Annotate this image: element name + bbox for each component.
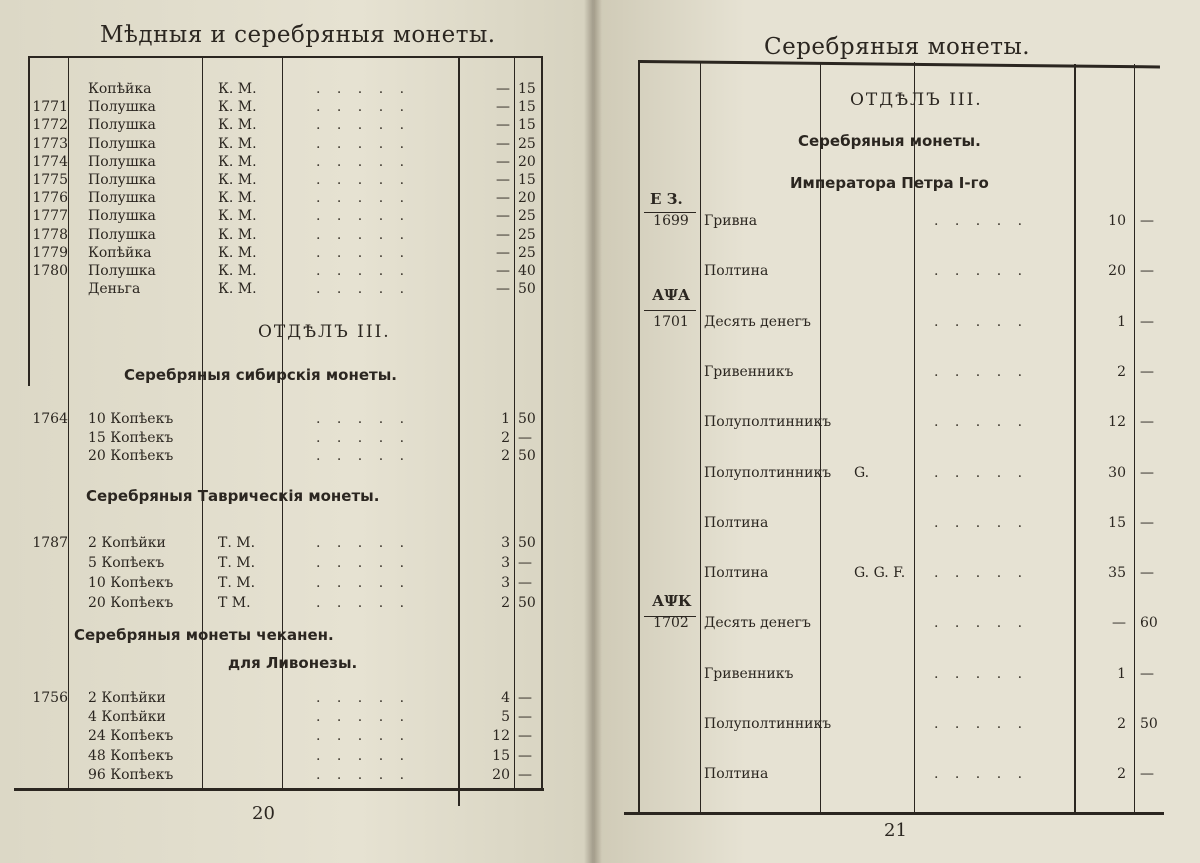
leader-dots: . . . . . bbox=[316, 555, 411, 571]
table-row bbox=[0, 80, 560, 98]
left-table-top-rule bbox=[30, 56, 542, 58]
cell-name: 5 Копѣекъ bbox=[88, 555, 165, 571]
cell-kop: — bbox=[1140, 213, 1154, 229]
cell-kop: 25 bbox=[518, 226, 536, 243]
right-price-divider bbox=[1074, 64, 1076, 812]
leader-dots: . . . . . bbox=[934, 716, 1029, 732]
cell-year: 1764 bbox=[32, 411, 68, 427]
leader-dots: . . . . . bbox=[934, 414, 1029, 431]
cell-mark: G. bbox=[854, 464, 870, 481]
cell-rub: — bbox=[496, 244, 510, 261]
cell-name: Копѣйка bbox=[88, 81, 152, 97]
cell-rub: 3 bbox=[501, 535, 510, 551]
leader-dots: . . . . . bbox=[934, 514, 1029, 531]
right-heading-silver-coins: Серебряныя монеты. bbox=[798, 132, 981, 150]
siberian-heading: Серебряныя сибирскія монеты. bbox=[124, 366, 397, 384]
cell-name: Полушка bbox=[88, 117, 156, 134]
leader-dots: . . . . . bbox=[934, 766, 1029, 783]
table-row bbox=[0, 153, 560, 171]
cell-rub: 2 bbox=[501, 595, 510, 611]
cell-name: 15 Копѣекъ bbox=[88, 429, 174, 446]
table-row bbox=[0, 280, 560, 298]
cell-name: Полуполтинникъ bbox=[704, 716, 832, 732]
cell-mark: К. М. bbox=[218, 244, 257, 261]
cell-kop: 50 bbox=[518, 411, 536, 427]
table-row bbox=[0, 244, 560, 262]
cell-rub: 2 bbox=[1117, 766, 1126, 783]
table-row bbox=[0, 447, 560, 465]
cell-rub: 35 bbox=[1108, 565, 1126, 582]
cell-name: 20 Копѣекъ bbox=[88, 595, 174, 611]
left-section-title: ОТДѢЛЪ III. bbox=[258, 322, 391, 342]
cell-rub: — bbox=[496, 172, 510, 188]
leader-dots: . . . . . bbox=[316, 575, 411, 591]
cell-kop: — bbox=[518, 690, 532, 706]
leader-dots: . . . . . bbox=[316, 81, 411, 97]
cell-rub: 20 bbox=[492, 766, 510, 783]
cell-rub: — bbox=[496, 81, 510, 97]
cell-mark: К. М. bbox=[218, 153, 257, 170]
cell-rub: — bbox=[496, 99, 510, 116]
table-row bbox=[0, 135, 560, 153]
cell-kop: 15 bbox=[518, 117, 536, 134]
leader-dots: . . . . . bbox=[316, 690, 411, 706]
cell-name: Полтина bbox=[704, 263, 769, 280]
livonia-heading-line-2: для Ливонезы. bbox=[228, 654, 358, 672]
table-row bbox=[594, 564, 1194, 582]
table-row bbox=[0, 189, 560, 207]
cell-name: Полушка bbox=[88, 135, 156, 152]
leader-dots: . . . . . bbox=[934, 565, 1029, 582]
leader-dots: . . . . . bbox=[316, 281, 411, 298]
leader-dots: . . . . . bbox=[316, 208, 411, 225]
cell-name: 48 Копѣекъ bbox=[88, 747, 174, 764]
cell-year: 1701 bbox=[653, 313, 689, 330]
leader-dots: . . . . . bbox=[934, 313, 1029, 330]
cell-kop: — bbox=[518, 709, 532, 726]
leader-dots: . . . . . bbox=[934, 464, 1029, 481]
cell-name: Полушка bbox=[88, 263, 156, 279]
table-row bbox=[594, 262, 1194, 280]
table-row bbox=[0, 689, 560, 707]
cell-name: Полушка bbox=[88, 172, 156, 188]
cell-year: 1779 bbox=[32, 244, 68, 261]
left-table-bottom-rule bbox=[14, 788, 544, 791]
table-row bbox=[0, 207, 560, 225]
livonia-heading-line-1: Серебряныя монеты чеканен. bbox=[74, 626, 334, 644]
cell-mark: Т. М. bbox=[218, 535, 256, 551]
leader-dots: . . . . . bbox=[316, 244, 411, 261]
cell-rub: 12 bbox=[492, 728, 510, 745]
cell-kop: 40 bbox=[518, 263, 536, 279]
cell-year: 1771 bbox=[32, 99, 68, 116]
table-row bbox=[0, 708, 560, 726]
leader-dots: . . . . . bbox=[316, 135, 411, 152]
table-row bbox=[0, 747, 560, 765]
cell-mark: К. М. bbox=[218, 263, 257, 279]
table-row bbox=[0, 554, 560, 572]
cell-rub: — bbox=[1112, 615, 1126, 632]
cell-rub: 1 bbox=[1117, 313, 1126, 330]
cell-rub: — bbox=[496, 190, 510, 207]
cell-kop: 50 bbox=[518, 595, 536, 611]
cell-year: 1776 bbox=[32, 190, 68, 207]
leader-dots: . . . . . bbox=[316, 429, 411, 446]
cell-name: Полтина bbox=[704, 514, 769, 531]
cell-rub: 30 bbox=[1108, 464, 1126, 481]
leader-dots: . . . . . bbox=[934, 615, 1029, 632]
leader-dots: . . . . . bbox=[316, 99, 411, 116]
cell-name: 20 Копѣекъ bbox=[88, 448, 174, 464]
leader-dots: . . . . . bbox=[316, 747, 411, 764]
cell-mark: К. М. bbox=[218, 135, 257, 152]
table-row bbox=[594, 614, 1194, 632]
cell-year: 1780 bbox=[32, 263, 68, 279]
table-row bbox=[594, 765, 1194, 783]
left-page bbox=[0, 0, 594, 863]
cell-kop: — bbox=[518, 429, 532, 446]
cell-kop: — bbox=[1140, 665, 1154, 682]
cell-rub: 20 bbox=[1108, 263, 1126, 280]
cell-name: 24 Копѣекъ bbox=[88, 728, 174, 745]
cell-mark: К. М. bbox=[218, 190, 257, 207]
leader-dots: . . . . . bbox=[316, 766, 411, 783]
cell-mark: К. М. bbox=[218, 81, 257, 97]
cell-kop: 25 bbox=[518, 244, 536, 261]
table-row bbox=[594, 313, 1194, 331]
table-row bbox=[594, 665, 1194, 683]
cell-kop: — bbox=[518, 766, 532, 783]
right-kop-divider bbox=[1134, 64, 1135, 812]
cell-name: Полушка bbox=[88, 99, 156, 116]
right-year-divider bbox=[700, 62, 701, 812]
cell-rub: 15 bbox=[1108, 514, 1126, 531]
cell-mark: Т. М. bbox=[218, 555, 256, 571]
table-row bbox=[0, 766, 560, 784]
cell-rub: — bbox=[496, 135, 510, 152]
cell-year: 1773 bbox=[32, 135, 68, 152]
table-row bbox=[0, 574, 560, 592]
cell-kop: 15 bbox=[518, 172, 536, 188]
cell-kop: 20 bbox=[518, 153, 536, 170]
cell-mark: К. М. bbox=[218, 208, 257, 225]
cell-mark: К. М. bbox=[218, 117, 257, 134]
cell-mark: К. М. bbox=[218, 99, 257, 116]
leader-dots: . . . . . bbox=[934, 213, 1029, 229]
cell-rub: 1 bbox=[1117, 665, 1126, 682]
leader-dots: . . . . . bbox=[316, 153, 411, 170]
cell-rub: — bbox=[496, 281, 510, 298]
cell-name: Гривенникъ bbox=[704, 665, 794, 682]
right-page-number: 21 bbox=[884, 820, 907, 841]
cell-name: Полтина bbox=[704, 565, 769, 582]
cell-kop: 50 bbox=[1140, 716, 1158, 732]
cell-name: Полушка bbox=[88, 208, 156, 225]
cell-name: Гривенникъ bbox=[704, 363, 794, 380]
cell-kop: 50 bbox=[518, 535, 536, 551]
cell-rub: 2 bbox=[501, 448, 510, 464]
table-row bbox=[594, 514, 1194, 532]
cell-kop: 60 bbox=[1140, 615, 1158, 632]
table-row bbox=[0, 98, 560, 116]
cell-rub: 10 bbox=[1108, 213, 1126, 229]
table-row bbox=[0, 594, 560, 612]
cell-kop: — bbox=[1140, 464, 1154, 481]
cell-kop: 25 bbox=[518, 208, 536, 225]
cell-name: 4 Копѣйки bbox=[88, 709, 166, 726]
table-row bbox=[594, 715, 1194, 733]
cell-name: 10 Копѣекъ bbox=[88, 575, 174, 591]
table-row bbox=[0, 534, 560, 552]
cell-name: Десять денегъ bbox=[704, 615, 811, 632]
table-row bbox=[594, 464, 1194, 482]
cell-name: Деньга bbox=[88, 281, 141, 298]
leader-dots: . . . . . bbox=[934, 665, 1029, 682]
cell-name: 10 Копѣекъ bbox=[88, 411, 174, 427]
leader-dots: . . . . . bbox=[316, 728, 411, 745]
cell-name: 2 Копѣйки bbox=[88, 690, 166, 706]
cell-kop: — bbox=[1140, 263, 1154, 280]
cell-name: 96 Копѣекъ bbox=[88, 766, 174, 783]
cell-name: Копѣйка bbox=[88, 244, 152, 261]
leader-dots: . . . . . bbox=[316, 263, 411, 279]
table-row bbox=[0, 262, 560, 280]
cell-kop: — bbox=[518, 747, 532, 764]
taurian-heading: Серебряныя Таврическія монеты. bbox=[86, 487, 380, 505]
emblem-aya: АΨА bbox=[652, 286, 691, 304]
cell-rub: — bbox=[496, 153, 510, 170]
cell-kop: — bbox=[1140, 565, 1154, 582]
right-outer-left-border bbox=[638, 60, 640, 812]
cell-rub: 12 bbox=[1108, 414, 1126, 431]
cell-mark: Т М. bbox=[218, 595, 251, 611]
cell-rub: 2 bbox=[1117, 363, 1126, 380]
cell-year: 1772 bbox=[32, 117, 68, 134]
right-page bbox=[594, 0, 1200, 863]
cell-year: 1787 bbox=[32, 535, 68, 551]
cell-kop: — bbox=[1140, 414, 1154, 431]
cell-kop: 20 bbox=[518, 190, 536, 207]
cell-year: 1778 bbox=[32, 226, 68, 243]
cell-rub: 3 bbox=[501, 575, 510, 591]
right-running-head: Серебряныя монеты. bbox=[764, 34, 1031, 60]
cell-rub: 5 bbox=[501, 709, 510, 726]
cell-mark: К. М. bbox=[218, 172, 257, 188]
cell-name: Полушка bbox=[88, 190, 156, 207]
right-heading-emperor: Императора Петра I-го bbox=[790, 174, 989, 192]
cell-rub: — bbox=[496, 263, 510, 279]
cell-kop: — bbox=[518, 728, 532, 745]
right-table-bottom-rule bbox=[624, 812, 1164, 815]
table-row bbox=[0, 727, 560, 745]
book-gutter bbox=[584, 0, 602, 863]
cell-year: 1699 bbox=[653, 213, 689, 229]
left-running-head: Мѣдныя и серебряныя монеты. bbox=[100, 22, 496, 48]
cell-name: Полуполтинникъ bbox=[704, 464, 832, 481]
table-row bbox=[0, 116, 560, 134]
cell-rub: 4 bbox=[501, 690, 510, 706]
cell-mark: G. G. F. bbox=[854, 565, 906, 582]
leader-dots: . . . . . bbox=[316, 595, 411, 611]
leader-dots: . . . . . bbox=[316, 709, 411, 726]
table-row bbox=[594, 413, 1194, 431]
cell-rub: 1 bbox=[501, 411, 510, 427]
leader-dots: . . . . . bbox=[934, 263, 1029, 280]
cell-name: Полушка bbox=[88, 226, 156, 243]
cell-year: 1774 bbox=[32, 153, 68, 170]
cell-year: 1702 bbox=[653, 615, 689, 632]
cell-name: Полтина bbox=[704, 766, 769, 783]
leader-dots: . . . . . bbox=[316, 117, 411, 134]
table-row bbox=[0, 410, 560, 428]
emblem-aya-rule bbox=[644, 310, 696, 311]
table-row bbox=[0, 171, 560, 189]
cell-name: Полушка bbox=[88, 153, 156, 170]
cell-name: Десять денегъ bbox=[704, 313, 811, 330]
cell-kop: 25 bbox=[518, 135, 536, 152]
cell-year: 1775 bbox=[32, 172, 68, 188]
table-row bbox=[0, 429, 560, 447]
cell-rub: 2 bbox=[1117, 716, 1126, 732]
cell-name: 2 Копѣйки bbox=[88, 535, 166, 551]
cell-rub: — bbox=[496, 226, 510, 243]
cell-rub: 3 bbox=[501, 555, 510, 571]
cell-name: Полуполтинникъ bbox=[704, 414, 832, 431]
table-row bbox=[0, 226, 560, 244]
cell-mark: Т. М. bbox=[218, 575, 256, 591]
leader-dots: . . . . . bbox=[316, 226, 411, 243]
cell-kop: — bbox=[1140, 313, 1154, 330]
right-section-title: ОТДѢЛЪ III. bbox=[850, 90, 983, 110]
cell-kop: — bbox=[1140, 363, 1154, 380]
cell-rub: 15 bbox=[492, 747, 510, 764]
leader-dots: . . . . . bbox=[934, 363, 1029, 380]
cell-kop: 15 bbox=[518, 99, 536, 116]
cell-kop: — bbox=[1140, 766, 1154, 783]
leader-dots: . . . . . bbox=[316, 190, 411, 207]
cell-kop: — bbox=[518, 555, 532, 571]
table-row bbox=[594, 212, 1194, 230]
emblem-ayk: АΨК bbox=[652, 592, 692, 610]
emblem-ez: Е З. bbox=[650, 190, 683, 208]
leader-dots: . . . . . bbox=[316, 172, 411, 188]
cell-kop: — bbox=[1140, 514, 1154, 531]
cell-year: 1777 bbox=[32, 208, 68, 225]
cell-rub: — bbox=[496, 117, 510, 134]
cell-kop: 15 bbox=[518, 81, 536, 97]
cell-kop: — bbox=[518, 575, 532, 591]
leader-dots: . . . . . bbox=[316, 411, 411, 427]
cell-rub: 2 bbox=[501, 429, 510, 446]
left-page-number: 20 bbox=[252, 803, 275, 824]
cell-kop: 50 bbox=[518, 448, 536, 464]
right-table-top-rule bbox=[640, 60, 1160, 68]
cell-year: 1756 bbox=[32, 690, 68, 706]
table-row bbox=[594, 363, 1194, 381]
cell-rub: — bbox=[496, 208, 510, 225]
cell-name: Гривна bbox=[704, 213, 758, 229]
cell-mark: К. М. bbox=[218, 281, 257, 298]
leader-dots: . . . . . bbox=[316, 535, 411, 551]
cell-mark: К. М. bbox=[218, 226, 257, 243]
leader-dots: . . . . . bbox=[316, 448, 411, 464]
cell-kop: 50 bbox=[518, 281, 536, 298]
